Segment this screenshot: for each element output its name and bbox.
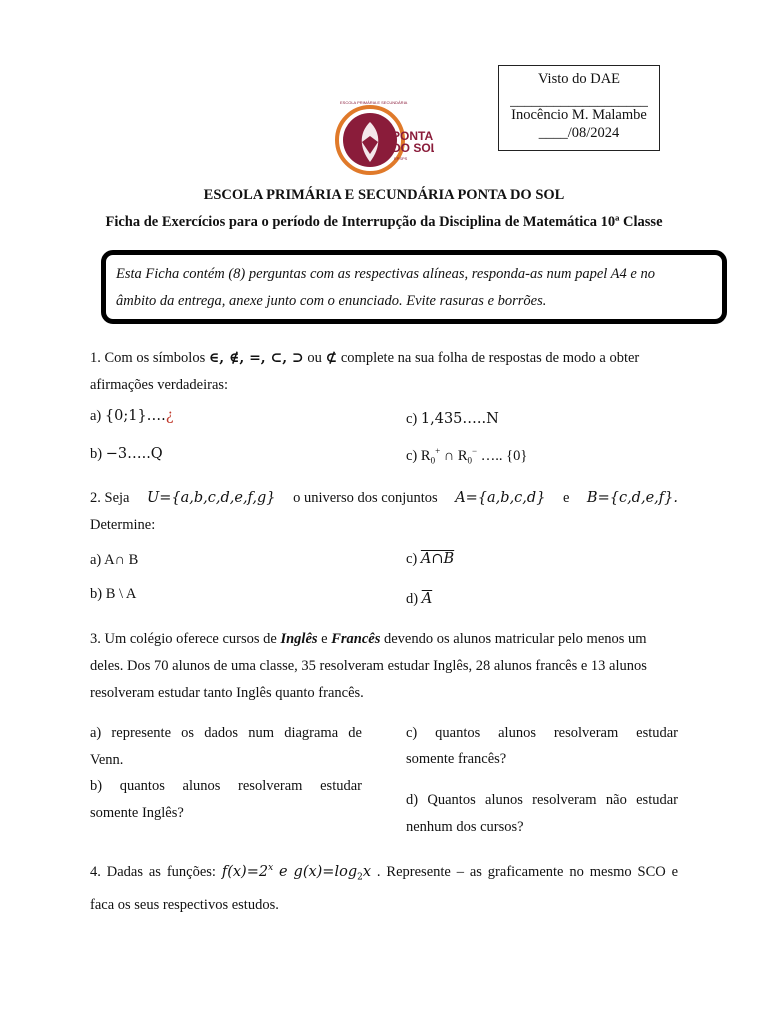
q1-symbols: ∈, ∉, =, ⊂, ⊃: [208, 350, 304, 366]
dae-approval-title: Visto do DAE: [537, 71, 621, 87]
q3-item-a: a) represente os dados num diagrama de: [90, 725, 362, 741]
q3-item-d: d) Quantos alunos resolveram não estudar: [406, 792, 678, 808]
logo-sub: EPSPS: [394, 156, 408, 161]
q3-item-d-cont: nenhum dos cursos?: [406, 819, 524, 835]
instructions-line-1: Esta Ficha contém (8) perguntas com as respectivas alíneas, responda-as num papel A4 e no: [116, 266, 655, 282]
q3-item-a-cont: Venn.: [90, 752, 124, 768]
q1-item-b: b) −3…..Q: [90, 446, 163, 462]
signature-line: ___________________: [510, 93, 648, 109]
q2-item-a: a) A∩ B: [90, 552, 139, 568]
question-1-text: 1. Com os símbolos ∈, ∉, =, ⊂, ⊃ ou ⊄ complete na sua folha de respostas de modo a obter afirmações verdadeiras:: [90, 350, 640, 393]
approval-date: ____/08/2024: [538, 125, 620, 141]
q2-item-b: b) B \ A: [90, 586, 137, 602]
q3-item-b: b) quantos alunos resolveram estudar: [90, 778, 362, 794]
q3-item-b-cont: somente Inglês?: [90, 805, 184, 821]
q2-item-c: c) A∩B: [406, 551, 455, 567]
q1-item-c1: c) 1,435…..N: [406, 411, 499, 427]
question-2-text: 2. Seja U={a,b,c,d,e,f,g} o universo dos conjuntos A={a,b,c,d} e B={c,d,e,f}. Determine:: [90, 490, 678, 533]
q1-item-a: a) {0;1}….¿: [90, 408, 174, 424]
school-logo: [334, 96, 434, 180]
q3-item-c: c) quantos alunos resolveram estudar: [406, 725, 678, 741]
dae-approval-box: [498, 65, 660, 151]
instructions-line-2: âmbito da entrega, anexe junto com o enunciado. Evite rasuras e borrões.: [116, 293, 547, 309]
logo-ring-text: ESCOLA PRIMÁRIA E SECUNDÁRIA: [340, 100, 408, 105]
worksheet-title: Ficha de Exercícios para o período de Interrupção da Disciplina de Matemática 10ª Classe: [105, 214, 663, 230]
signer-name: Inocêncio M. Malambe: [511, 107, 647, 123]
logo-word-dosol: DO SOL: [392, 141, 434, 155]
school-name: ESCOLA PRIMÁRIA E SECUNDÁRIA PONTA DO SOL: [203, 187, 565, 203]
q2-item-d: d) $\overline{A}$: [406, 591, 433, 607]
question-4-text: 4. Dadas as funções: $f(x)=2^x$ e $g(x)=\log_2x$ . Represente – as graficamente no mesmo SCO e faca os seus respectivos estudos.: [90, 863, 679, 913]
q3-item-c-cont: somente francês?: [406, 751, 507, 767]
question-3-text: 3. Um colégio oferece cursos de Inglês e Francês devendo os alunos matricular pelo menos um deles. Dos 70 alunos de uma classe, 35 resolveram estudar Inglês, 28 alunos francês e 13 alunos resolveram estudar tanto Inglês quanto francês.: [90, 631, 647, 701]
instructions-box: [101, 250, 727, 324]
q1-item-c2: c) $R_0^+$ ∩ $R_0^-$ ….. {0}: [406, 446, 528, 466]
logo-word-ponta: PONTA: [392, 129, 434, 143]
